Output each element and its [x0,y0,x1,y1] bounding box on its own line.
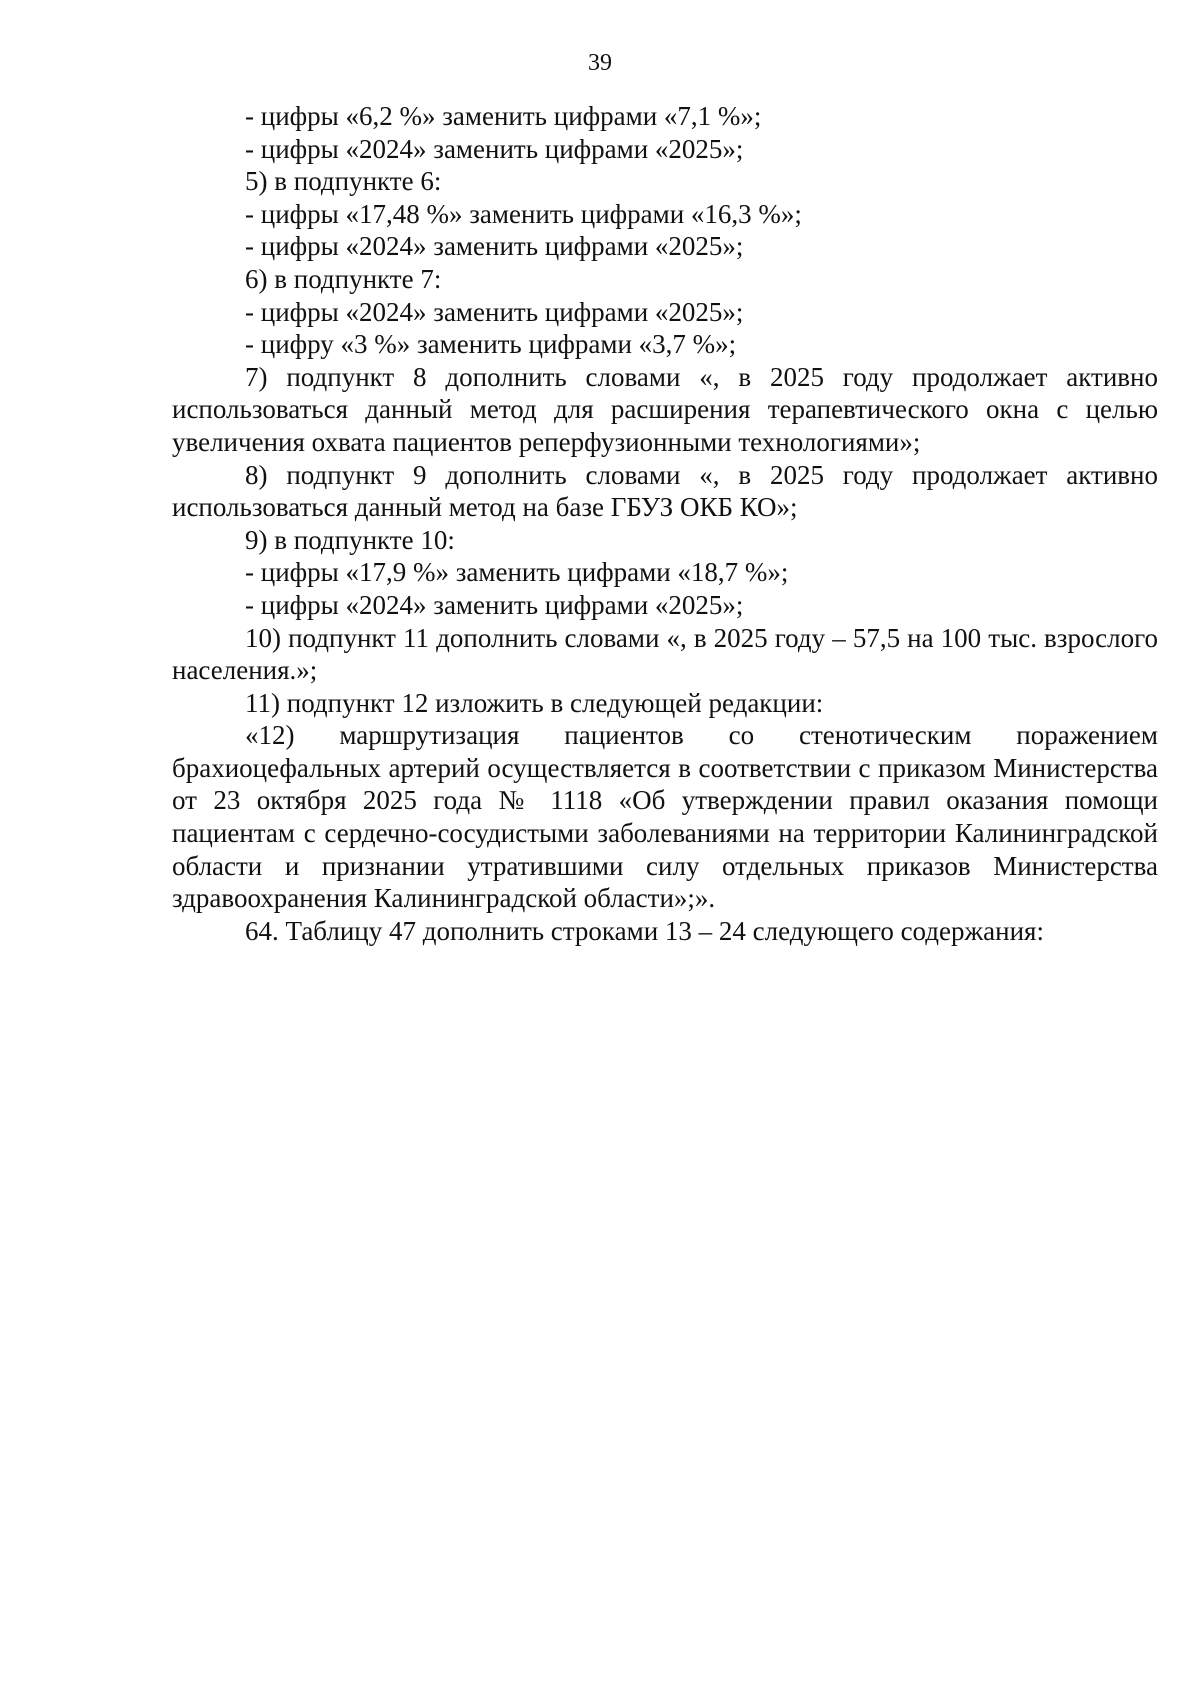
paragraph-15: 11) подпункт 12 изложить в следующей редакции: [245,687,824,718]
paragraph-6: 6) в подпункте 7: [245,263,442,294]
paragraph-10: 8) подпункт 9 дополнить словами «, в 2025 году продолжает активно использоваться данный метод на базе ГБУЗ ОКБ КО»; [172,459,1158,523]
paragraph-5: - цифры «2024» заменить цифрами «2025»; [245,231,744,262]
paragraph-12: - цифры «17,9 %» заменить цифрами «18,7 %»; [245,557,789,588]
paragraph-8: - цифру «3 %» заменить цифрами «3,7 %»; [245,329,737,360]
paragraph-17: 64. Таблицу 47 дополнить строками 13 – 24 следующего содержания: [245,915,1044,946]
paragraph-9: 7) подпункт 8 дополнить словами «, в 2025 году продолжает активно использоваться данный метод для расширения терапевтического окна с целью увеличения охвата пациентов реперфузионными технологиями»; [172,361,1158,457]
document-body [172,100,1158,947]
paragraph-16: «12) маршрутизация пациентов со стенотическим поражением брахиоцефальных артерий осуществляется в соответствии с приказом Министерства от 23 октября 2025 года № 1118 «Об утверждении правил оказания помощи пациентам с сердечно-сосудистыми заболеваниями на территории Калининградской области и признании утратившими силу отдельных приказов Министерства здравоохранения Калининградской области»;». [172,720,1158,914]
paragraph-13: - цифры «2024» заменить цифрами «2025»; [245,589,744,620]
paragraph-2: - цифры «2024» заменить цифрами «2025»; [245,133,744,164]
paragraph-1: - цифры «6,2 %» заменить цифрами «7,1 %»; [245,101,762,131]
paragraph-4: - цифры «17,48 %» заменить цифрами «16,3 %»; [245,198,802,229]
paragraph-11: 9) в подпункте 10: [245,524,455,555]
paragraph-7: - цифры «2024» заменить цифрами «2025»; [245,296,744,327]
page-number: 39 [588,50,612,76]
paragraph-3: 5) в подпункте 6: [245,166,442,197]
paragraph-14: 10) подпункт 11 дополнить словами «, в 2025 году – 57,5 на 100 тыс. взрослого населения.»; [172,622,1158,686]
